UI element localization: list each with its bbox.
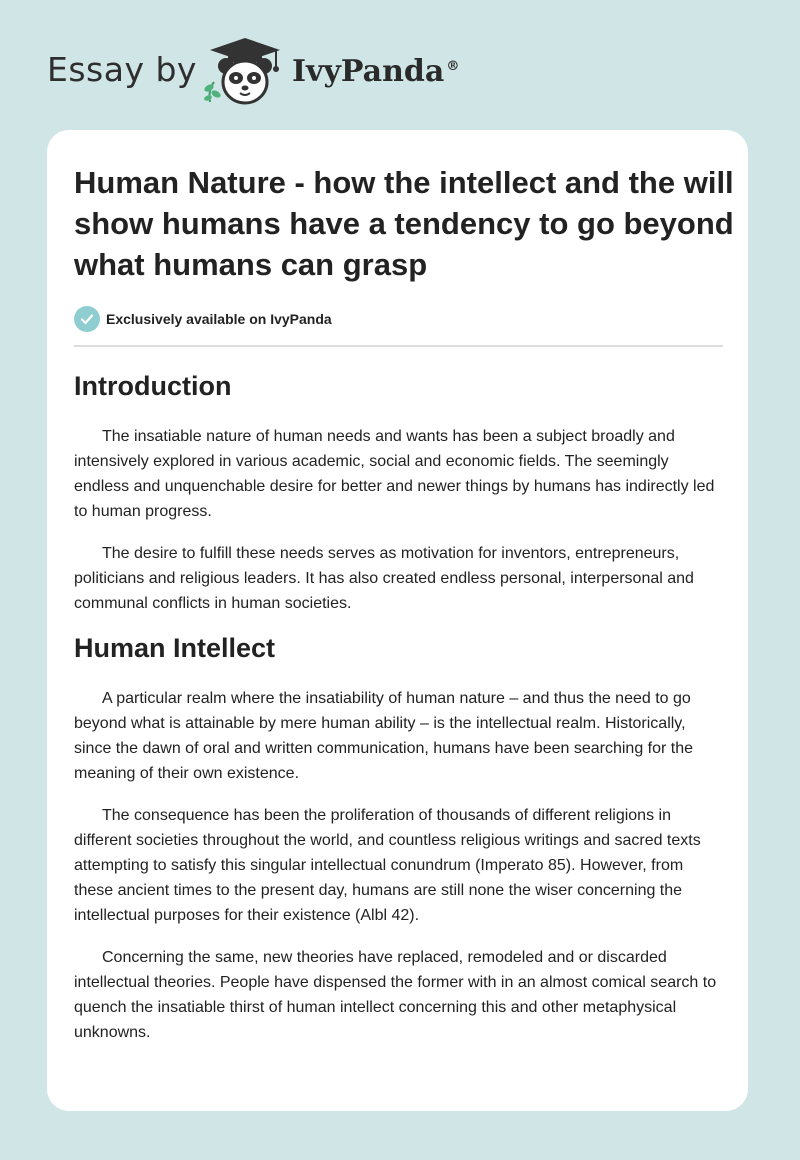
essay-body [74, 366, 724, 1062]
paragraph: A particular realm where the insatiability of human nature – and thus the need to go beyond what is attainable by mere human ability – is the intellectual realm. Historically, since the dawn of oral and written communication, humans have been searching for the meaning of their own existence. [74, 690, 694, 782]
brand-name[interactable] [292, 54, 459, 89]
paragraph: The consequence has been the proliferation of thousands of different religions in different societies throughout the world, and countless religious writings and sacred texts attempting to satisfy this singular intellectual conundrum (Imperato 85). However, from these ancient times to the present day, humans are still none the wiser concerning the intellectual purposes for their existence (Albl 42). [74, 807, 701, 924]
paragraph: Concerning the same, new theories have replaced, remodeled and or discarded intellectual theories. People have dispensed the former with in an almost comical search to quench the insatiable thirst of human intellect concerning this and other metaphysical unknowns. [74, 949, 717, 1041]
brand-text[interactable]: IvyPanda [292, 54, 445, 89]
paragraph: The insatiable nature of human needs and wants has been a subject broadly and intensively explored in various academic, social and economic fields. The seemingly endless and unquenchable desire for better and newer things by humans has indirectly led to human progress. [74, 428, 715, 520]
exclusive-badge [74, 306, 332, 332]
site-header [0, 0, 800, 130]
title-divider [74, 345, 723, 347]
essay-title: Human Nature - how the intellect and the will show humans have a tendency to go beyond what humans can grasp [74, 165, 734, 282]
essay-card [47, 130, 748, 1111]
check-circle-icon [74, 306, 100, 332]
registered-mark: ® [446, 59, 460, 74]
section-heading-introduction: Introduction [74, 371, 232, 401]
section-heading-human-intellect: Human Intellect [74, 633, 276, 663]
paragraph: The desire to fulfill these needs serves as motivation for inventors, entrepreneurs, politicians and religious leaders. It has also created endless personal, interpersonal and communal conflicts in human societies. [74, 545, 694, 612]
essay-by-label: Essay by [47, 50, 197, 89]
panda-graduate-icon[interactable] [200, 36, 290, 108]
exclusive-badge-text: Exclusively available on IvyPanda [106, 311, 332, 327]
